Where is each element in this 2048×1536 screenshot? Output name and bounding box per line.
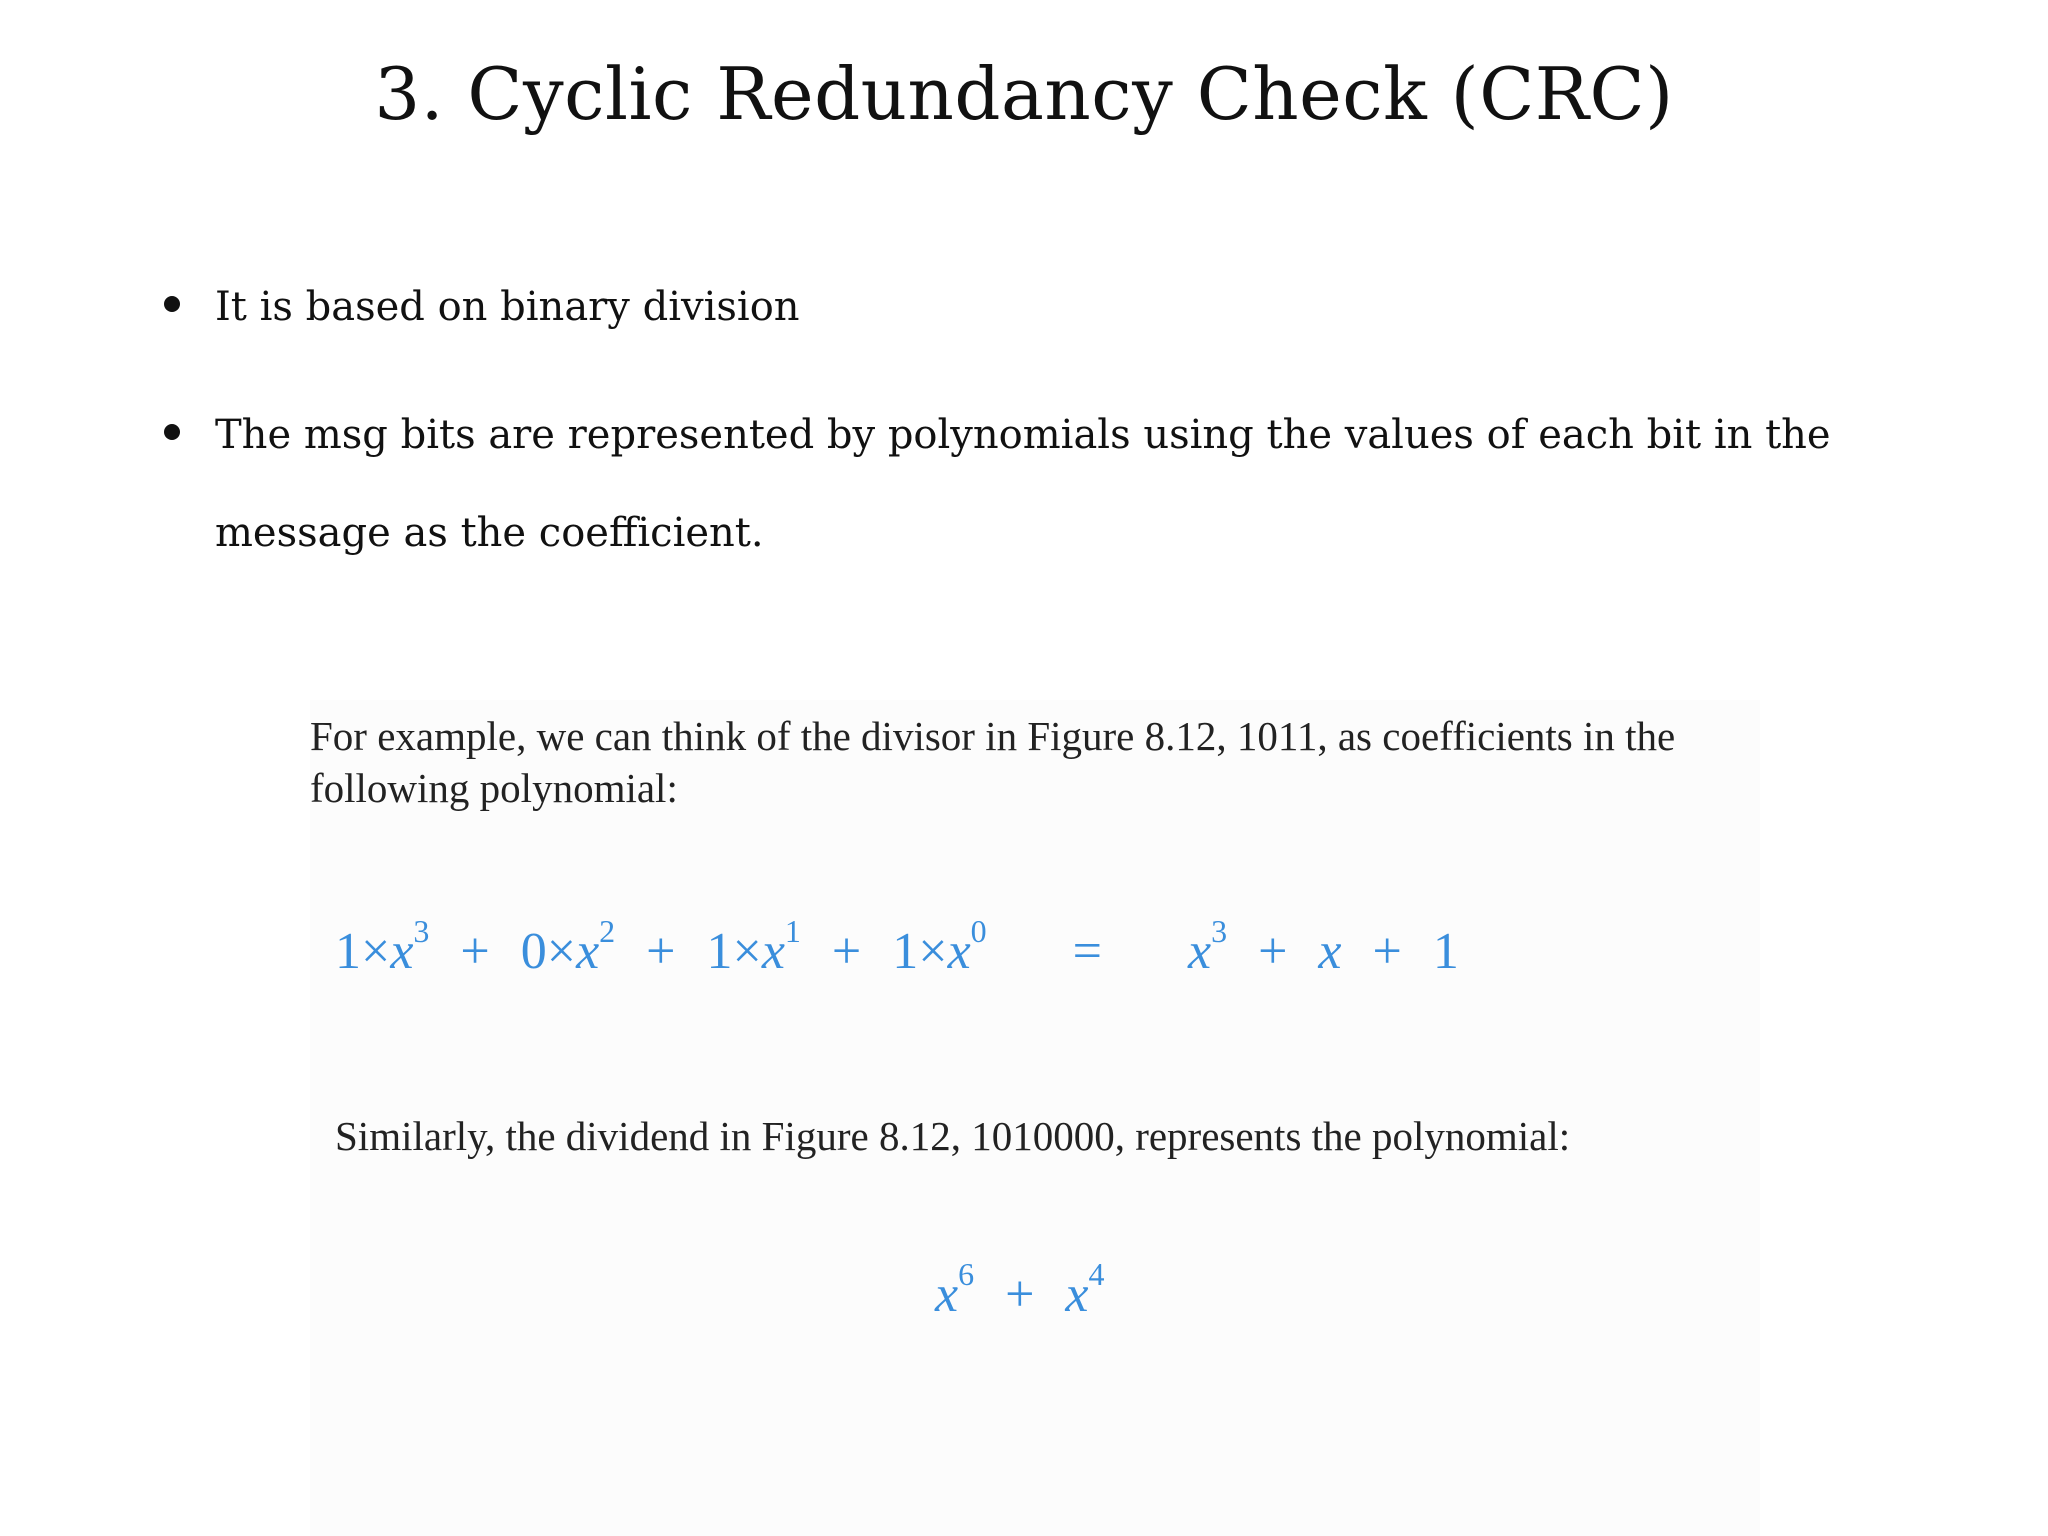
term-exp: 3 <box>413 913 430 949</box>
plus-sign: + <box>460 923 490 980</box>
term-coef: 0 <box>520 923 547 980</box>
term-var: x <box>947 923 971 980</box>
equals-sign: = <box>1072 923 1102 980</box>
times-sign: × <box>546 923 577 980</box>
plus-sign: + <box>646 923 676 980</box>
result-var: x <box>1188 923 1212 980</box>
result-term: x <box>1318 923 1342 980</box>
term-coef: 1 <box>892 923 919 980</box>
plus-sign: + <box>1005 1266 1035 1323</box>
bullet-list <box>160 258 1920 612</box>
term-var: x <box>390 923 414 980</box>
plus-sign: + <box>1258 923 1288 980</box>
bullet-dot-icon <box>164 296 180 312</box>
divisor-polynomial-equation <box>335 913 1459 981</box>
figure-paragraph-divisor: For example, we can think of the divisor in Figure 8.12, 1011, as coefficients in the following polynomial: <box>310 713 1676 811</box>
times-sign: × <box>361 923 391 980</box>
result-constant: 1 <box>1432 923 1459 980</box>
term-coef: 1 <box>706 923 733 980</box>
term-exp: 1 <box>784 913 801 949</box>
term-exp: 2 <box>599 913 616 949</box>
plus-sign: + <box>1372 923 1402 980</box>
term-var: x <box>576 923 600 980</box>
term-coef: 1 <box>335 923 361 980</box>
term-exp: 6 <box>958 1256 975 1292</box>
figure-paragraph-dividend: Similarly, the dividend in Figure 8.12, 1010000, represents the polynomial: <box>335 1113 1571 1159</box>
example-figure <box>310 700 1760 1536</box>
times-sign: × <box>918 923 948 980</box>
result-exp: 3 <box>1211 913 1228 949</box>
term-exp: 0 <box>970 913 987 949</box>
slide-title: 3. Cyclic Redundancy Check (CRC) <box>374 52 1674 136</box>
term-var: x <box>761 923 785 980</box>
bullet-dot-icon <box>164 424 180 440</box>
bullet-text: The msg bits are represented by polynomials using the values of each bit in the message as the coefficient. <box>215 412 1831 556</box>
plus-sign: + <box>831 923 862 980</box>
term-var: x <box>935 1266 959 1323</box>
term-exp: 4 <box>1088 1256 1105 1292</box>
times-sign: × <box>732 923 762 980</box>
term-var: x <box>1065 1266 1089 1323</box>
bullet-item-polynomials <box>160 386 1920 582</box>
bullet-text: It is based on binary division <box>215 284 800 330</box>
dividend-polynomial-equation <box>935 1256 1105 1324</box>
bullet-item-binary-division <box>160 258 1920 356</box>
